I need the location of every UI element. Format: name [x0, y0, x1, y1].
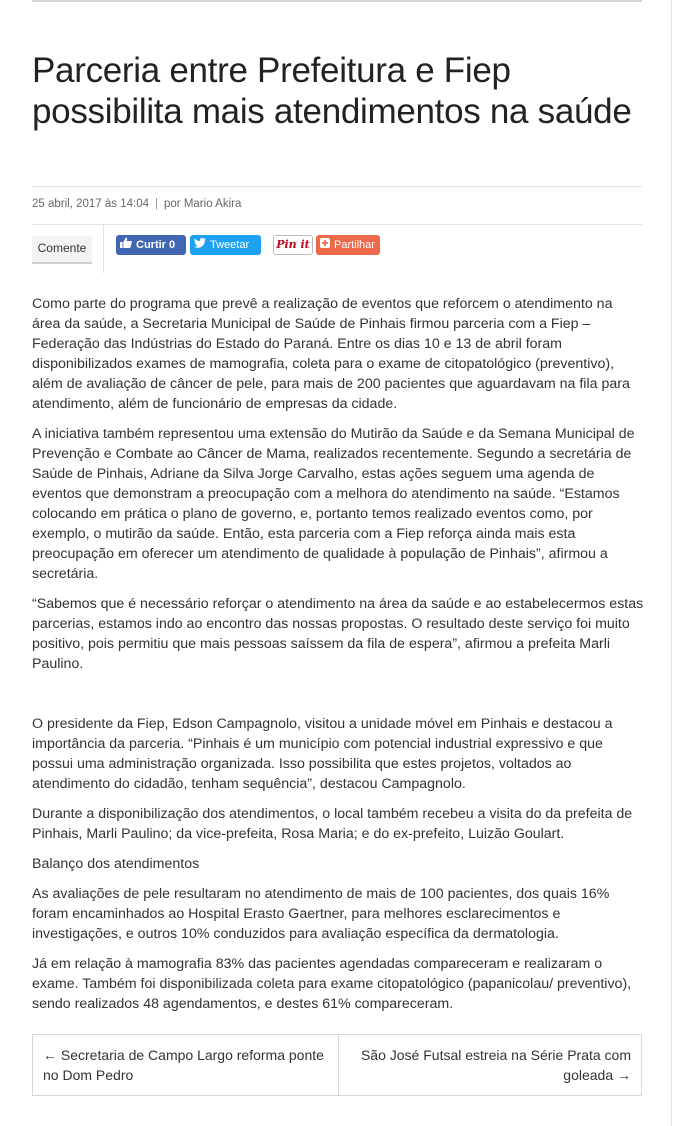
comment-button[interactable]: Comente [32, 236, 92, 264]
article-date: 25 abril, 2017 às 14:04 [32, 198, 150, 210]
tweet-label: Tweetar [210, 239, 250, 251]
post-navigation [32, 1034, 642, 1096]
meta-divider-top [32, 186, 642, 187]
facebook-like-label: Curtir 0 [136, 239, 176, 251]
paragraph-spacer [32, 684, 644, 714]
tweet-button[interactable] [190, 235, 261, 255]
meta-separator: | [155, 198, 159, 210]
paragraph: As avaliações de pele resultaram no atendimento de mais de 100 pacientes, dos quais 16% foram encaminhados ao Hospital Erasto Gaertner, para melhores esclarecimentos e investigações, e outros 10% conduzidos para avaliação específica da dermatologia. [32, 886, 610, 942]
section-subheading: Balanço dos atendimentos [32, 856, 200, 872]
paragraph: “Sabemos que é necessário reforçar o atendimento na área da saúde e ao estabelecermos estas parcerias, estamos indo ao encontro das nossas propostas. O resultado deste serviço foi muito positivo, pois permitiu que mais pessoas saíssem da fila de espera”, afirmou a prefeita Marli Paulino. [32, 596, 644, 672]
sidebar-divider [671, 0, 672, 1126]
paragraph: O presidente da Fiep, Edson Campagnolo, visitou a unidade móvel em Pinhais e destacou a importância da parceria. “Pinhais é um município com potencial industrial expressivo e que possui uma administração organizada. Isso possibilita que estes projetos, voltados ao atendimento do cidadão, tenham sequência”, destacou Campagnolo. [32, 716, 613, 792]
article-title: Parceria entre Prefeitura e Fiep possibilita mais atendimentos na saúde [32, 51, 632, 131]
meta-divider-bottom [32, 224, 642, 225]
pinterest-button[interactable]: Pin it [273, 235, 313, 255]
thumbs-up-icon [120, 235, 132, 255]
article-body [32, 294, 644, 1024]
facebook-like-button[interactable] [116, 235, 186, 255]
actions-divider [103, 225, 104, 273]
paragraph: A iniciativa também representou uma extensão do Mutirão da Saúde e da Semana Municipal de Prevenção e Combate ao Câncer de Mama, realizados recentemente. Segundo a secretária de Saúde de Pinhais, Adriane da Silva Jorge Carvalho, estas ações seguem uma agenda de eventos que demonstram a preocupação com a melhora do atendimento na saúde. “Estamos colocando em prática o plano de governo, e, portanto temos realizado eventos como, por exemplo, o mutirão da saúde. Então, esta parceria com a Fiep reforça ainda mais esta preocupação em oferecer um atendimento de qualidade à população de Pinhais”, afirmou a secretária. [32, 426, 635, 582]
next-post-link[interactable]: São José Futsal estreia na Série Prata com goleada → [338, 1035, 641, 1095]
share-label: Partilhar [334, 239, 375, 251]
share-button[interactable] [316, 235, 380, 255]
previous-post-link[interactable]: ← Secretaria de Campo Largo reforma ponte no Dom Pedro [43, 1047, 324, 1083]
plus-icon [320, 235, 330, 255]
bird-icon [194, 235, 206, 255]
paragraph: Como parte do programa que prevê a realização de eventos que reforcem o atendimento na área da saúde, a Secretaria Municipal de Saúde de Pinhais firmou parceria com a Fiep – Federação das Indústrias do Estado do Paraná. Entre os dias 10 e 13 de abril foram disponibilizados exames de mamografia, coleta para o exame de citopatológico (preventivo), além de avaliação de câncer de pele, para mais de 200 pacientes que aguardavam na fila para atendimento, além de funcionário de empresas da cidade. [32, 296, 630, 412]
paragraph: Durante a disponibilização dos atendimentos, o local também recebeu a visita do da prefeita de Pinhais, Marli Paulino; da vice-prefeita, Rosa Maria; e do ex-prefeito, Luizão Goulart. [32, 806, 633, 842]
paragraph: Já em relação à mamografia 83% das pacientes agendadas compareceram e realizaram o exame. Também foi disponibilizada coleta para exame citopatológico (papanicolau/ preventivo), sendo realizados 48 agendamentos, e destes 61% compareceram. [32, 956, 632, 1012]
top-border [32, 0, 642, 2]
article-meta [32, 198, 241, 210]
article-author[interactable]: por Mario Akira [164, 198, 242, 210]
